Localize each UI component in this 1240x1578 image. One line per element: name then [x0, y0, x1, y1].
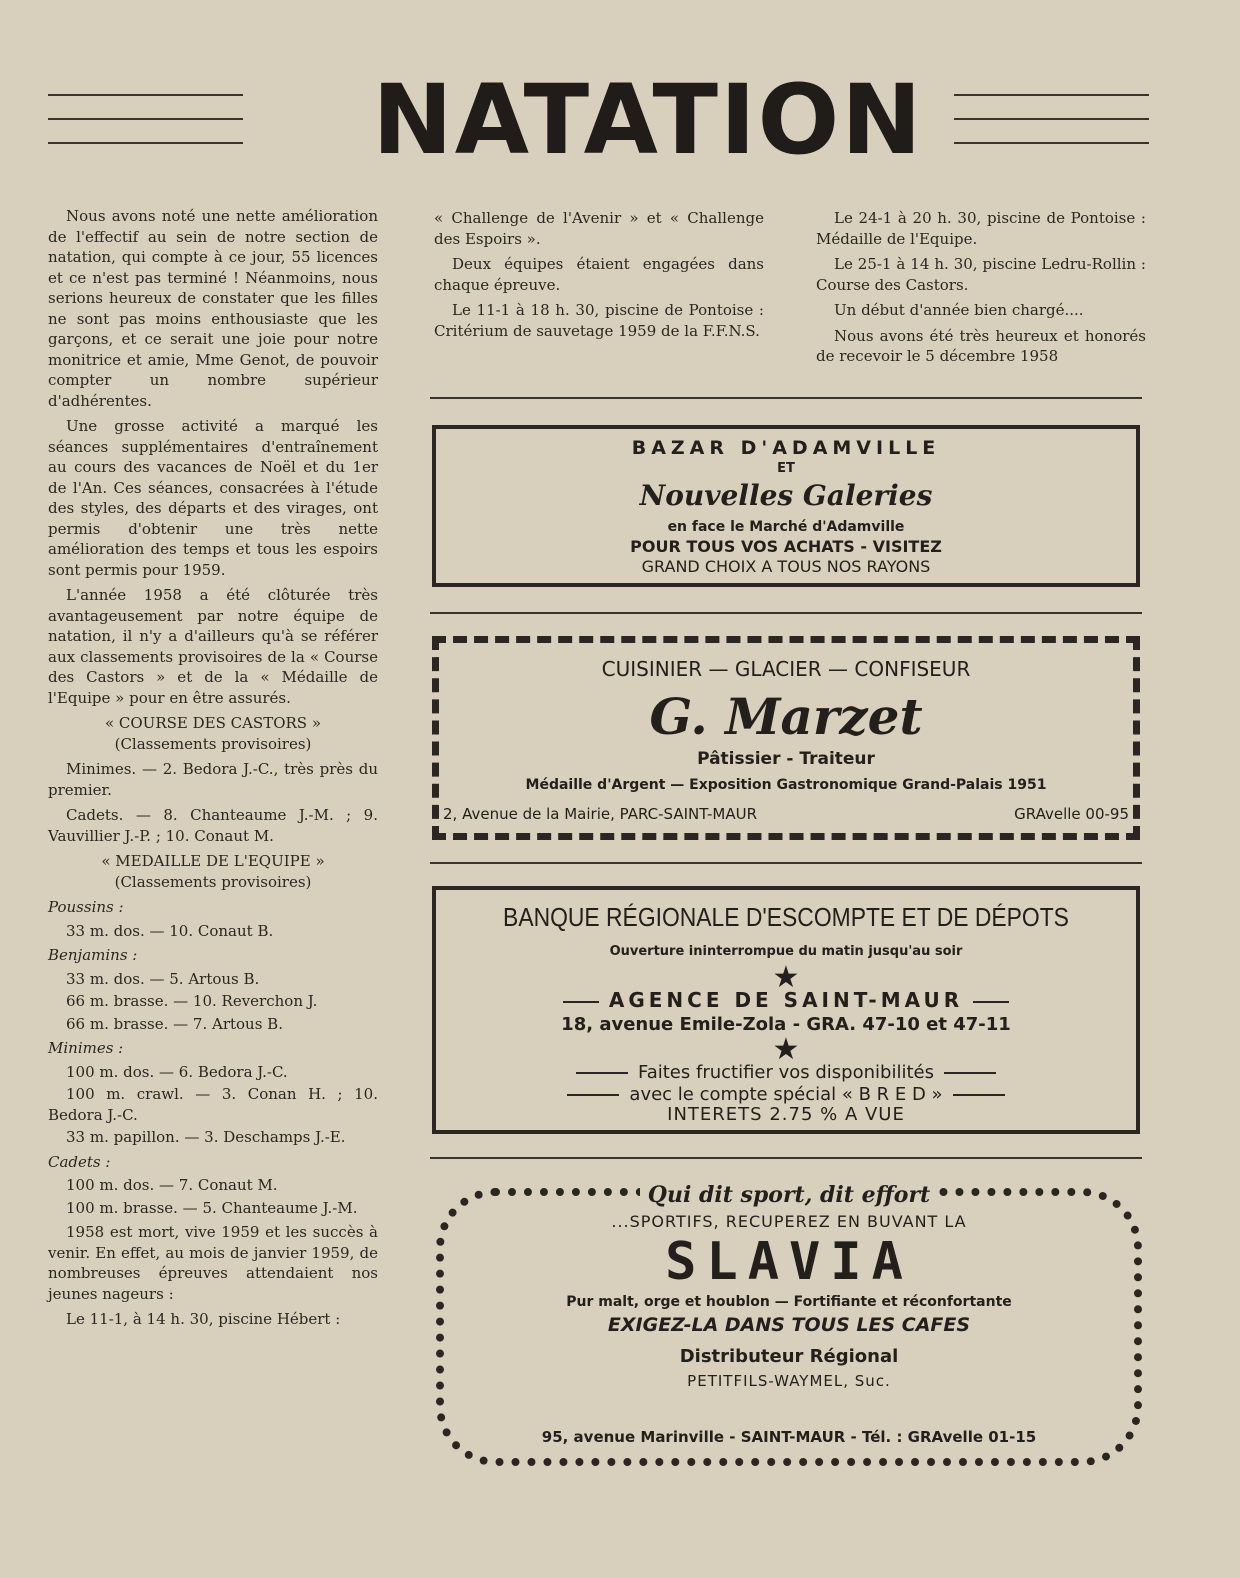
paragraph: 1958 est mort, vive 1959 et les succès à venir. En effet, au mois de janvier 1959, de nombreuses épreuves attendaient nos jeunes nageurs : [48, 1223, 378, 1303]
castors-subheading: (Classements provisoires) [114, 734, 312, 753]
article-column-2 [434, 208, 764, 346]
ad-marzet [432, 636, 1140, 840]
category-heading: Poussins : [48, 898, 124, 916]
paragraph: Un début d'année bien chargé.... [834, 301, 1084, 319]
ad-slavia-exigez: EXIGEZ-LA DANS TOUS LES CAFES [607, 1314, 971, 1336]
ad-marzet-patissier: Pâtissier - Traiteur [697, 749, 875, 769]
ad-bazar-location: en face le Marché d'Adamville [667, 519, 905, 535]
paragraph: Nous avons noté une nette amélioration de l'effectif au sein de notre section de natation, qui compte à ce jour, 55 licences et ce n'est pas terminé ! Néanmoins, nous serions heureux de constater que les filles ne sont pas moins enthousiaste que les garçons, et ce serait une joie pour notre monitrice et amie, Mme Genot, de pouvoir compter un nombre supérieur d'adhérentes. [48, 207, 378, 410]
ad-slavia-distributeur: Distributeur Régional [679, 1346, 899, 1367]
ad-bazar-adamville [432, 425, 1140, 587]
ad-slavia [436, 1182, 1142, 1466]
ad-marzet-name: G. Marzet [649, 687, 923, 746]
article-column-1 [48, 206, 378, 1335]
medaille-heading: « MEDAILLE DE L'EQUIPE » [101, 852, 325, 870]
paragraph: Une grosse activité a marqué les séances supplémentaires d'entraînement au cours des vacances de Noël et du 1er de l'An. Ces séances, consacrées à l'étude des styles, des départs et des virages, ont permis d'obtenir une très nette amélioration des temps et tous les espoirs sont permis pour 1959. [48, 417, 378, 579]
ad-slavia-address: 95, avenue Marinville - SAINT-MAUR - Tél. : GRAvelle 01-15 [541, 1428, 1037, 1446]
result-line: 33 m. dos. — 5. Artous B. [66, 969, 260, 988]
result-line: 33 m. papillon. — 3. Deschamps J.-E. [66, 1128, 346, 1146]
ad-bazar-title: BAZAR D'ADAMVILLE [631, 437, 941, 459]
ad-bazar-achats: POUR TOUS VOS ACHATS - VISITEZ [630, 537, 942, 556]
left-title-rules [48, 94, 243, 166]
ad-banque-address: 18, avenue Emile-Zola - GRA. 47-10 et 47-11 [561, 1014, 1011, 1035]
ad-slavia-tagline: Qui dit sport, dit effort [444, 1182, 1134, 1208]
right-title-rules [954, 94, 1149, 166]
castors-heading: « COURSE DES CASTORS » [104, 714, 322, 732]
ad-marzet-address: 2, Avenue de la Mairie, PARC-SAINT-MAUR [443, 805, 758, 823]
ad-banque-compte: avec le compte spécial « B R E D » [436, 1084, 1136, 1105]
result-line: 100 m. dos. — 7. Conaut M. [66, 1176, 278, 1194]
result-line: 33 m. dos. — 10. Conaut B. [66, 921, 274, 940]
paragraph: Le 11-1, à 14 h. 30, piscine Hébert : [66, 1310, 341, 1328]
star-icon: ★ [772, 960, 800, 995]
ad-bazar-choix: GRAND CHOIX A TOUS NOS RAYONS [641, 557, 931, 576]
paragraph: « Challenge de l'Avenir » et « Challenge des Espoirs ». [434, 209, 764, 248]
result-line: Cadets. — 8. Chanteaume J.-M. ; 9. Vauvillier J.-P. ; 10. Conaut M. [48, 806, 378, 845]
star-icon: ★ [772, 1032, 800, 1067]
ad-marzet-trades: CUISINIER — GLACIER — CONFISEUR [601, 657, 971, 681]
result-line: 100 m. dos. — 6. Bedora J.-C. [66, 1062, 288, 1081]
category-heading: Cadets : [48, 1152, 111, 1171]
ad-marzet-phone: GRAvelle 00-95 [1014, 805, 1129, 823]
ad-slavia-brand: SLAVIA [665, 1232, 913, 1292]
ad-slavia-sportifs: ...SPORTIFS, RECUPEREZ EN BUVANT LA [611, 1212, 967, 1231]
paragraph: Nous avons été très heureux et honorés de recevoir le 5 décembre 1958 [816, 326, 1146, 365]
ad-bazar-et: ET [777, 461, 795, 476]
ad-banque-fructifier: Faites fructifier vos disponibilités [436, 1062, 1136, 1083]
category-heading: Benjamins : [48, 946, 138, 964]
paragraph: Deux équipes étaient engagées dans chaque épreuve. [434, 255, 764, 294]
ad-banque [432, 886, 1140, 1134]
ad-banque-interets: INTERETS 2.75 % A VUE [667, 1104, 905, 1125]
divider [430, 397, 1142, 399]
header [48, 64, 1152, 176]
ad-slavia-malt: Pur malt, orge et houblon — Fortifiante et réconfortante [566, 1294, 1012, 1310]
category-heading: Minimes : [48, 1039, 124, 1057]
ad-slavia-waymel: PETITFILS-WAYMEL, Suc. [687, 1372, 891, 1390]
ad-banque-title: BANQUE RÉGIONALE D'ESCOMPTE ET DE DÉPOTS [503, 902, 1069, 932]
result-line: 100 m. brasse. — 5. Chanteaume J.-M. [66, 1198, 358, 1217]
result-line: 66 m. brasse. — 7. Artous B. [66, 1014, 283, 1033]
page-title: NATATION [372, 64, 924, 176]
result-line: 100 m. crawl. — 3. Conan H. ; 10. Bedora J.-C. [48, 1085, 378, 1124]
paragraph: Le 11-1 à 18 h. 30, piscine de Pontoise : Critérium de sauvetage 1959 de la F.F.N.S. [434, 301, 764, 340]
divider [430, 862, 1142, 864]
article-column-3 [816, 208, 1146, 372]
paragraph: Le 25-1 à 14 h. 30, piscine Ledru-Rollin : Course des Castors. [816, 255, 1146, 294]
ad-banque-agence: AGENCE DE SAINT-MAUR [436, 988, 1136, 1012]
result-line: Minimes. — 2. Bedora J.-C., très près du premier. [48, 760, 378, 799]
ad-bazar-galeries: Nouvelles Galeries [639, 479, 933, 512]
result-line: 66 m. brasse. — 10. Reverchon J. [66, 992, 318, 1010]
paragraph: Le 24-1 à 20 h. 30, piscine de Pontoise : Médaille de l'Equipe. [816, 209, 1146, 248]
divider [430, 1157, 1142, 1159]
ad-marzet-medaille: Médaille d'Argent — Exposition Gastronomique Grand-Palais 1951 [525, 777, 1047, 793]
divider [430, 612, 1142, 614]
medaille-subheading: (Classements provisoires) [114, 872, 312, 891]
ad-banque-hours: Ouverture ininterrompue du matin jusqu'au soir [609, 944, 963, 959]
paragraph: L'année 1958 a été clôturée très avantageusement par notre équipe de natation, il n'y a d'ailleurs qu'à se référer aux classements provisoires de la « Course des Castors » et de la « Médaille de l'Equipe » pour en être assurés. [48, 586, 378, 707]
